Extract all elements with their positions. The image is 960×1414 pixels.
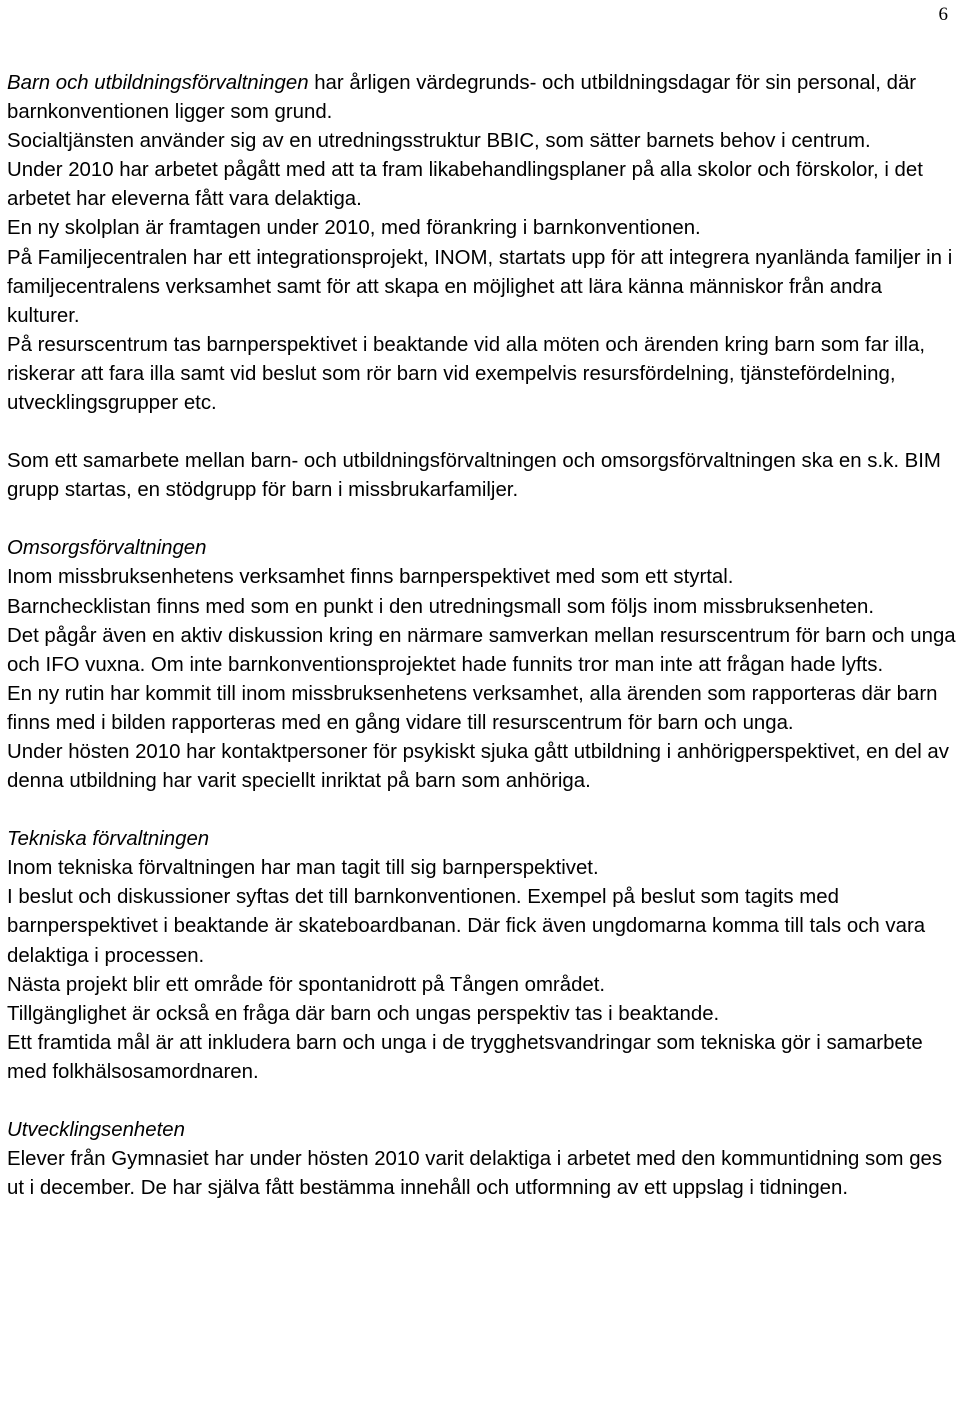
paragraph-skateboardbanan: I beslut och diskussioner syftas det till barnkonventionen. Exempel på beslut som tagits med barnperspektivet i beaktande är skateboardbanan. Där fick även ungdomarna komma till tals och vara delaktiga i processen. (7, 886, 926, 967)
section-utvecklingsenheten (7, 1116, 957, 1203)
paragraph-bim-grupp: Som ett samarbete mellan barn- och utbildningsförvaltningen och omsorgsförvaltningen ska en s.k. BIM grupp startas, en stödgrupp för barn i missbrukarfamiljer. (7, 450, 941, 502)
paragraph-likabehandling: Under 2010 har arbetet pågått med att ta fram likabehandlingsplaner på alla skolor och förskolor, i det arbetet har eleverna fått vara delaktiga. (7, 159, 923, 211)
section-tekniska-forvaltningen (7, 825, 957, 1087)
paragraph-socialtjansten: Socialtjänsten använder sig av en utredningsstruktur BBIC, som sätter barnets behov i centrum. (7, 130, 871, 153)
section-heading-omsorg: Omsorgsförvaltningen (7, 537, 207, 560)
page-number: 6 (938, 4, 948, 25)
section-intro (7, 69, 957, 418)
document-body (7, 69, 957, 1203)
paragraph-resurscentrum: På resurscentrum tas barnperspektivet i beaktande vid alla möten och ärenden kring barn som far illa, riskerar att fara illa samt vid beslut som rör barn vid exempelvis resursfördelning, tjänstefördelning, utvecklingsgrupper etc. (7, 333, 926, 415)
section-samarbete (7, 447, 957, 505)
paragraph-kommuntidning: Elever från Gymnasiet har under hösten 2010 varit delaktiga i arbetet med den kommuntidning som ges ut i december. De har själva fått bestämma innehåll och utformning av ett uppslag i tidningen. (7, 1148, 943, 1200)
paragraph-barn-utbildning (7, 69, 957, 127)
section-heading-utveckling: Utvecklingsenheten (7, 1119, 185, 1141)
paragraph-barnperspektivet: Inom tekniska förvaltningen har man tagit till sig barnperspektivet. (7, 857, 599, 880)
paragraph-familjecentralen: På Familjecentralen har ett integrationsprojekt, INOM, startats upp för att integrera nyanlända familjer in i familjecentralens verksamhet samt för att skapa en möjlighet att lära känna människor från andra kulturer. (7, 246, 953, 327)
section-omsorgsforvaltningen (7, 534, 957, 796)
paragraph-lead-barn-utbildning: Barn och utbildningsförvaltningen (7, 72, 309, 94)
paragraph-ny-rutin: En ny rutin har kommit till inom missbruksenhetens verksamhet, alla ärenden som rapporteras där barn finns med i bilden rapporteras med en gång vidare till resurscentrum för barn och unga. (7, 682, 938, 734)
paragraph-kontaktpersoner: Under hösten 2010 har kontaktpersoner för psykiskt sjuka gått utbildning i anhörigperspektivet, en del av denna utbildning har varit speciellt inriktat på barn som anhöriga. (7, 740, 949, 793)
paragraph-spontanidrott: Nästa projekt blir ett område för spontanidrott på Tången området. (7, 973, 606, 996)
paragraph-text-barn-utbildning: har årligen värdegrunds- och utbildningsdagar för sin personal, där barnkonventionen ligger som grund. (7, 72, 917, 124)
paragraph-styrtal: Inom missbruksenhetens verksamhet finns barnperspektivet med som ett styrtal. (7, 566, 734, 589)
paragraph-trygghetsvandringar: Ett framtida mål är att inkludera barn och unga i de trygghetsvandringar som tekniska gör i samarbete med folkhälsosamordnaren. (7, 1031, 923, 1083)
paragraph-samverkan: Det pågår även en aktiv diskussion kring en närmare samverkan mellan resurscentrum för barn och unga och IFO vuxna. Om inte barnkonventionsprojektet hade funnits tror man inte att frågan hade lyfts. (7, 624, 956, 676)
paragraph-skolplan: En ny skolplan är framtagen under 2010, med förankring i barnkonventionen. (7, 217, 701, 240)
paragraph-barnchecklistan: Barnchecklistan finns med som en punkt i den utredningsmall som följs inom missbruksenheten. (7, 595, 875, 618)
paragraph-tillganglighet: Tillgänglighet är också en fråga där barn och ungas perspektiv tas i beaktande. (7, 1002, 720, 1025)
section-heading-teknisk: Tekniska förvaltningen (7, 828, 210, 851)
